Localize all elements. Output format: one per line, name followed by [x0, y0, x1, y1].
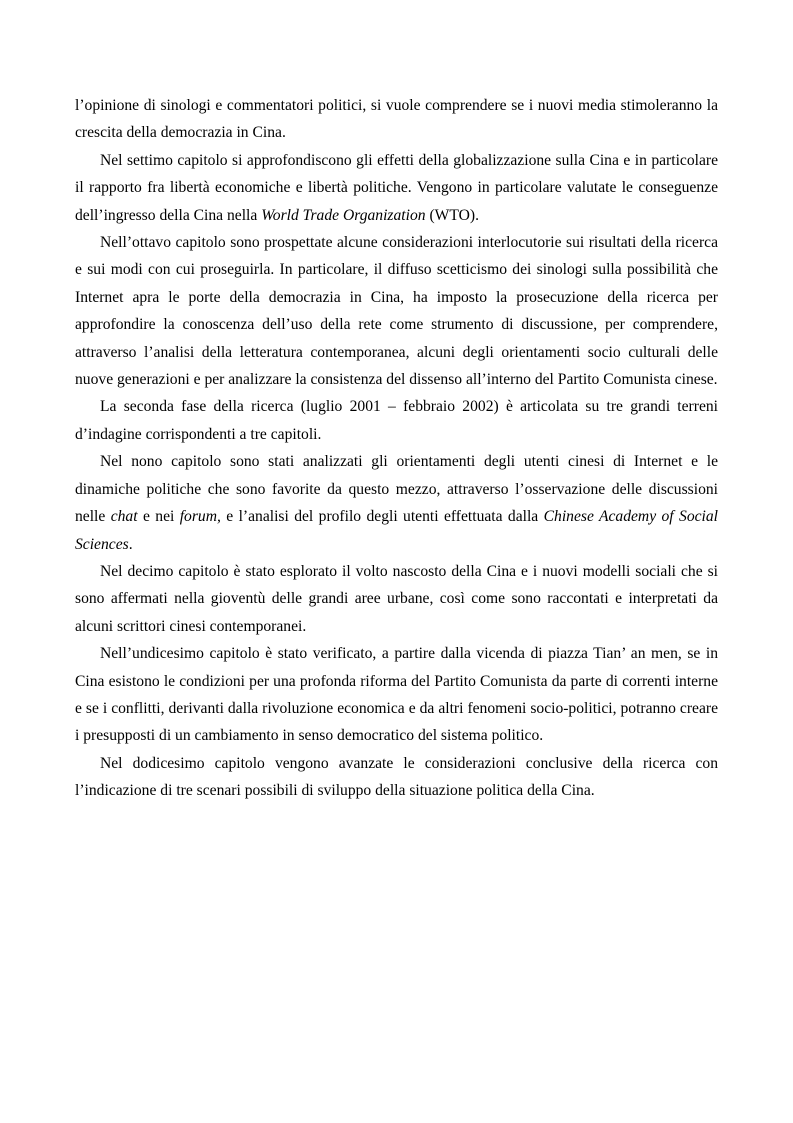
paragraph-text: Nell’ottavo capitolo sono prospettate alcune considerazioni interlocutorie sui risultati della ricerca e sui modi con cui proseguirla. In particolare, il diffuso scetticismo dei sinologi sulla possibilità che Internet apra le porte della democrazia in Cina, ha imposto la prosecuzione della ricerca per approfondire la conoscenza dell’uso della rete come strumento di discussione, per comprendere, attraverso l’analisi della letteratura contemporanea, alcuni degli orientamenti socio culturali delle nuove generazioni e per analizzare la consistenza del dissenso all’interno del Partito Comunista cinese.: [75, 234, 718, 389]
paragraph-text: Nell’undicesimo capitolo è stato verificato, a partire dalla vicenda di piazza Tian’ an men, se in Cina esistono le condizioni per una profonda riforma del Partito Comunista da parte di correnti interne e se i conflitti, derivanti dalla rivoluzione economica e da altri fenomeni socio-politici, potranno creare i presupposti di un cambiamento in senso democratico del sistema politico.: [75, 645, 718, 745]
paragraph-text: La seconda fase della ricerca (luglio 2001 – febbraio 2002) è articolata su tre grandi terreni d’indagine corrispondenti a tre capitoli.: [75, 398, 718, 443]
paragraph-text: .: [128, 535, 133, 553]
paragraph-second-phase: [75, 393, 718, 448]
italic-term-academy: Chinese Academy of Social Sciences: [75, 508, 719, 553]
paragraph-text: e l’analisi del profilo degli utenti effettuata dalla: [220, 508, 544, 526]
paragraph-chapter-7: [75, 147, 718, 229]
paragraph-text: e nei: [137, 508, 180, 526]
paragraph-chapter-10: [75, 558, 718, 640]
paragraph-chapter-8: [75, 229, 718, 393]
paragraph-continuation: [75, 92, 718, 147]
italic-term-wto: World Trade Organization: [261, 206, 426, 224]
paragraph-text: Nel decimo capitolo è stato esplorato il volto nascosto della Cina e i nuovi modelli sociali che si sono affermati nella gioventù delle grandi aree urbane, così come sono raccontati e interpretati da alcuni scrittori cinesi contemporanei.: [75, 562, 718, 635]
italic-term-chat: chat: [110, 508, 138, 526]
paragraph-chapter-12: [75, 750, 718, 805]
paragraph-text: l’opinione di sinologi e commentatori politici, si vuole comprendere se i nuovi media stimoleranno la crescita della democrazia in Cina.: [75, 97, 718, 142]
paragraph-text: Nel nono capitolo sono stati analizzati gli orientamenti degli utenti cinesi di Internet e le dinamiche politiche che sono favorite da questo mezzo, attraverso l’osservazione delle discussioni nelle: [75, 453, 718, 526]
document-body: [75, 92, 718, 805]
paragraph-chapter-11: [75, 640, 718, 750]
paragraph-text: Nel dodicesimo capitolo vengono avanzate le considerazioni conclusive della ricerca con l’indicazione di tre scenari possibili di sviluppo della situazione politica della Cina.: [75, 754, 718, 800]
paragraph-chapter-9: [75, 448, 718, 558]
italic-term-forum: forum,: [179, 508, 221, 526]
paragraph-text: Nel settimo capitolo si approfondiscono gli effetti della globalizzazione sulla Cina e in particolare il rapporto fra libertà economiche e libertà politiche. Vengono in particolare valutate le conseguenze dell’ingresso della Cina nella: [75, 151, 718, 224]
paragraph-text: (WTO).: [425, 206, 479, 224]
